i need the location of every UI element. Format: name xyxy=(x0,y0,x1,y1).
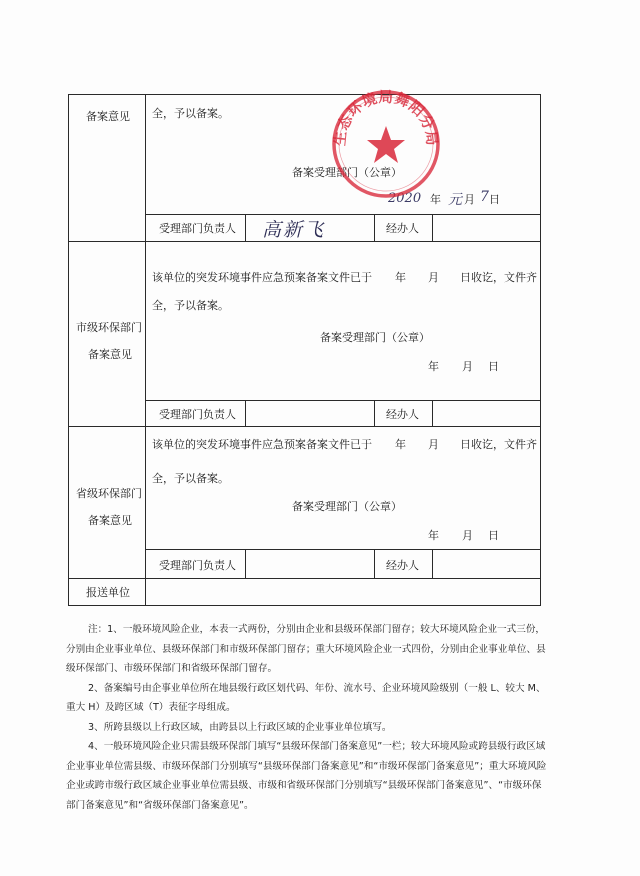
signer-row-divider xyxy=(245,214,246,241)
signer-row-divider xyxy=(432,549,433,578)
section3-label-line2: 备案意见 xyxy=(88,514,132,527)
section1-date-year: 年 xyxy=(430,193,441,206)
section2-label-line2: 备案意见 xyxy=(88,348,132,361)
signer-row-divider xyxy=(245,400,246,426)
section2-stamp-line: 备案受理部门（公章） xyxy=(320,331,430,344)
section1-date-day: 日 xyxy=(489,193,500,206)
section2-text-end: 日收讫，文件齐 xyxy=(460,271,537,284)
signer-row-top xyxy=(145,549,541,550)
section2-handler-label: 经办人 xyxy=(386,408,419,421)
section2-label-line1: 市级环保部门 xyxy=(76,321,142,334)
section3-date-day: 日 xyxy=(488,529,499,542)
note-2: 2、备案编号由企事业单位所在地县级行政区划代码、年份、流水号、企业环境风险级别（一般 L、较大 M、重大 H）及跨区域（T）表征字母组成。 xyxy=(66,682,546,713)
section3-text-end: 日收讫，文件齐 xyxy=(460,438,537,451)
section1-text-line: 全，予以备案。 xyxy=(152,107,229,120)
notes-section xyxy=(66,620,550,815)
section1-signature: 高新飞 xyxy=(262,219,326,241)
section3-text-line1: 该单位的突发环境事件应急预案备案文件已于 xyxy=(152,438,372,451)
section3-date-year: 年 xyxy=(428,529,439,542)
section2-signer-label: 受理部门负责人 xyxy=(159,408,236,421)
section1-label: 备案意见 xyxy=(86,110,130,123)
section2-date-year: 年 xyxy=(428,360,439,373)
note-4: 4、一般环境风险企业只需县级环保部门填写“县级环保部门备案意见”一栏；较大环境风险或跨县级行政区域企业事业单位需县级、市级环保部门分别填写“县级环保部门备案意见”和“市级环保部门备案意见”；重大环境风险企业或跨市级行政区域企业事业单位需县级、市级和省级环保部门分别填写“县级环保部门备案意见”、“市级环保部门备案意见”和“省级环保部门备案意见”。 xyxy=(66,741,547,811)
signer-row-divider xyxy=(432,400,433,426)
note-3: 3、所跨县级以上行政区域，由跨县以上行政区域的企业事业单位填写。 xyxy=(88,721,392,733)
section3-text-line2: 全，予以备案。 xyxy=(152,472,229,485)
label-column-divider xyxy=(145,94,146,606)
section1-date-month: 月 xyxy=(464,193,475,206)
note-1: 注：1、一般环境风险企业，本表一式两份，分别由企业和县级环保部门留存；较大环境风险企业一式三份，分别由企业事业单位、县级环保部门和市级环保部门留存；重大环境风险企业一式四份，分别由企业事业单位、县级环保部门、市级环保部门和省级环保部门留存。 xyxy=(66,624,546,674)
signer-row-divider xyxy=(374,214,375,241)
section3-stamp-line: 备案受理部门（公章） xyxy=(292,500,402,513)
signer-row-top xyxy=(145,400,541,401)
section3-text-year: 年 xyxy=(395,438,406,451)
section1-handwritten-day: 7 xyxy=(480,189,489,205)
section1-handwritten-year: 2020 xyxy=(388,191,422,206)
table-left-border xyxy=(68,94,69,606)
section2-text-line1: 该单位的突发环境事件应急预案备案文件已于 xyxy=(152,271,372,284)
signer-row-top xyxy=(145,214,541,215)
signer-row-divider xyxy=(374,400,375,426)
section-divider xyxy=(68,426,541,427)
official-seal-stamp xyxy=(330,88,442,200)
signer-row-divider xyxy=(374,549,375,578)
table-top-border xyxy=(68,94,541,95)
section3-label-line1: 省级环保部门 xyxy=(76,487,142,500)
section1-handler-label: 经办人 xyxy=(386,222,419,235)
section2-date-day: 日 xyxy=(488,360,499,373)
section2-date-month: 月 xyxy=(462,360,473,373)
signer-row-divider xyxy=(245,549,246,578)
table-bottom-border xyxy=(68,605,541,606)
section1-signer-label: 受理部门负责人 xyxy=(159,222,236,235)
section3-date-month: 月 xyxy=(462,529,473,542)
section2-text-line2: 全，予以备案。 xyxy=(152,299,229,312)
section2-text-year: 年 xyxy=(395,271,406,284)
section2-text-month: 月 xyxy=(428,271,439,284)
seal-text: 生态环境局舞阳分局 xyxy=(332,89,440,147)
section3-text-month: 月 xyxy=(428,438,439,451)
section3-handler-label: 经办人 xyxy=(386,559,419,572)
report-unit-label: 报送单位 xyxy=(86,586,130,599)
section1-stamp-line: 备案受理部门（公章） xyxy=(292,166,402,179)
section1-handwritten-month: 元 xyxy=(448,192,462,208)
section-divider xyxy=(68,578,541,579)
table-right-border xyxy=(540,94,541,606)
signer-row-divider xyxy=(432,214,433,241)
section3-signer-label: 受理部门负责人 xyxy=(159,559,236,572)
